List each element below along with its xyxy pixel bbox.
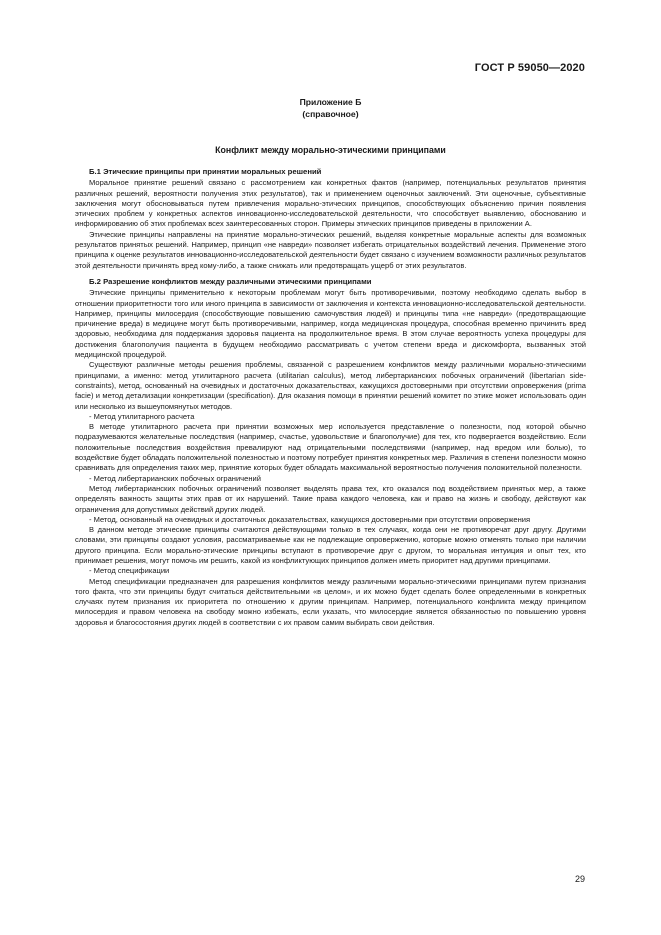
method-item: - Метод спецификации: [89, 566, 170, 576]
paragraph: Моральное принятие решений связано с рассмотрением как конкретных фактов (например, потенциальных результатов принятия различных решений, вероятности получения этих результатов), так и применением оценочных заключений. Эти оценочные, субъективные заключения могут обосновываться путем привлечения морально-этических принципов, способствующих объяснению причин появления этических проблем у конкретных аспектов инновационно-исследовательской деятельности, что способствует выявлению, обоснованию и информированию об этих проблемах всех заинтересованных сторон. Примеры этических принципов приведены в приложении А.: [75, 178, 586, 229]
paragraph: Метод либертарианских побочных ограничений позволяет выделять права тех, кто оказался под воздействием принятых мер, а также определять важность защиты этих прав от их нарушений. Такие права каждого человека, как и право на жизнь и свободу, действуют как ограничения для допустимых действий других людей.: [75, 483, 586, 514]
appendix-title: Приложение Б: [299, 97, 362, 107]
method-item: - Метод либертарианских побочных ограничений: [89, 473, 261, 483]
section-heading: Б.1 Этические принципы при принятии моральных решений: [89, 167, 322, 176]
page-number: 29: [574, 874, 585, 884]
method-item: - Метод утилитарного расчета: [89, 411, 195, 421]
appendix-note: (справочное): [302, 109, 359, 119]
paragraph: В методе утилитарного расчета при принятии возможных мер используется представление о полезности, под которой обычно подразумеваются желательные последствия (например, счастье, удовольствие и благополучие) для тех, кто подвергается воздействию. Если положительные последствия воздействия превалируют над отрицательными последствиями (например, над вредом или болью), то воздействие будет обладать положительной полезностью и поэтому потребует принятия конкретных мер. Различия в степени полезности можно сравнивать для определения таких мер, принятие которых будет обладать максимальной вероятностью получения положительной полезности.: [75, 422, 586, 473]
paragraph: В данном методе этические принципы считаются действующими только в тех случаях, когда они не противоречат друг другу. Другими словами, эти принципы создают условия, рассматриваемые как не подлежащие опровержению, которые можно отменять только при наличии другого принципа. Если морально-этические принципы вступают в противоречие друг с другом, то моральная интуиция и опыт тех, кто принимает решения, могут помочь им решить, какой из конфликтующих принципов должен иметь приоритет над другими принципами.: [75, 525, 586, 565]
paragraph: Существуют различные методы решения проблемы, связанной с разрешением конфликтов между различными морально-этическими принципами, а именно: метод утилитарного расчета (utilitarian calculus), метод либертарианских побочных ограничений (libertarian side-constraints), метод, основанный на очевидных и достаточных доказательствах, кажущихся достоверными при отсутствии опровержения (prima facie) и метод детализации конкретизации (specification). Для оказания помощи в принятии решений комитет по этике может использовать один или несколько из вышеупомянутых методов.: [75, 360, 586, 411]
main-title: Конфликт между морально-этическими принципами: [215, 145, 446, 155]
section-heading: Б.2 Разрешение конфликтов между различными этическими принципами: [89, 276, 372, 286]
method-item: - Метод, основанный на очевидных и достаточных доказательствах, кажущихся достоверными при отсутствии опровержения: [89, 514, 531, 524]
paragraph: Метод спецификации предназначен для разрешения конфликтов между различными морально-этическими принципами путем признания того факта, что эти принципы будут считаться действительными «в целом», и их можно будет сделать более определенными в конкретных случаях путем признания их приоритета по отношению к другим принципам. Например, потенциального конфликта между принципом милосердия и правом человека на свободу можно избежать, если указать, что милосердие является обязанностью по повышению уровня здоровья и благосостояния других людей в соответствии с их правом самим выбирать свои действия.: [75, 576, 586, 627]
appendix-heading: [0, 96, 661, 120]
document-code: ГОСТ Р 59050—2020: [474, 62, 585, 74]
paragraph: Этические принципы направлены на принятие морально-этических решений, выделяя конкретные моральные аспекты для возможных результатов принятых решений. Например, принцип «не навреди» позволяет избегать отрицательных воздействий лечения. Применение этого принципа к оценке результатов инновационно-исследовательской деятельности будет связано с изучением возможности различных результатов этой деятельности причинять вред кому-либо, а также снижать или предотвращать ущерб от этих результатов.: [75, 229, 586, 270]
document-body: [75, 167, 586, 628]
paragraph: Этические принципы применительно к некоторым проблемам могут быть противоречивыми, поэтому необходимо сделать выбор в отношении приоритетности того или иного принципа в зависимости от заключения и контекста инновационно-исследовательской деятельности. Например, принципы милосердия (способствующие повышению самочувствия людей) и принципы типа «не навреди» (предотвращающие причинение вреда) в медицине могут быть противоречивыми, например, когда медицинская процедура, способная временно причинить вред здоровью, необходима для поддержания здоровья пациента на продолжительное время. В этом случае вероятность успеха процедуры для достижения благополучия пациента в будущем необходимо рассматривать с учетом степени вреда и дискомфорта, вызванных этой медицинской процедурой.: [75, 288, 586, 360]
